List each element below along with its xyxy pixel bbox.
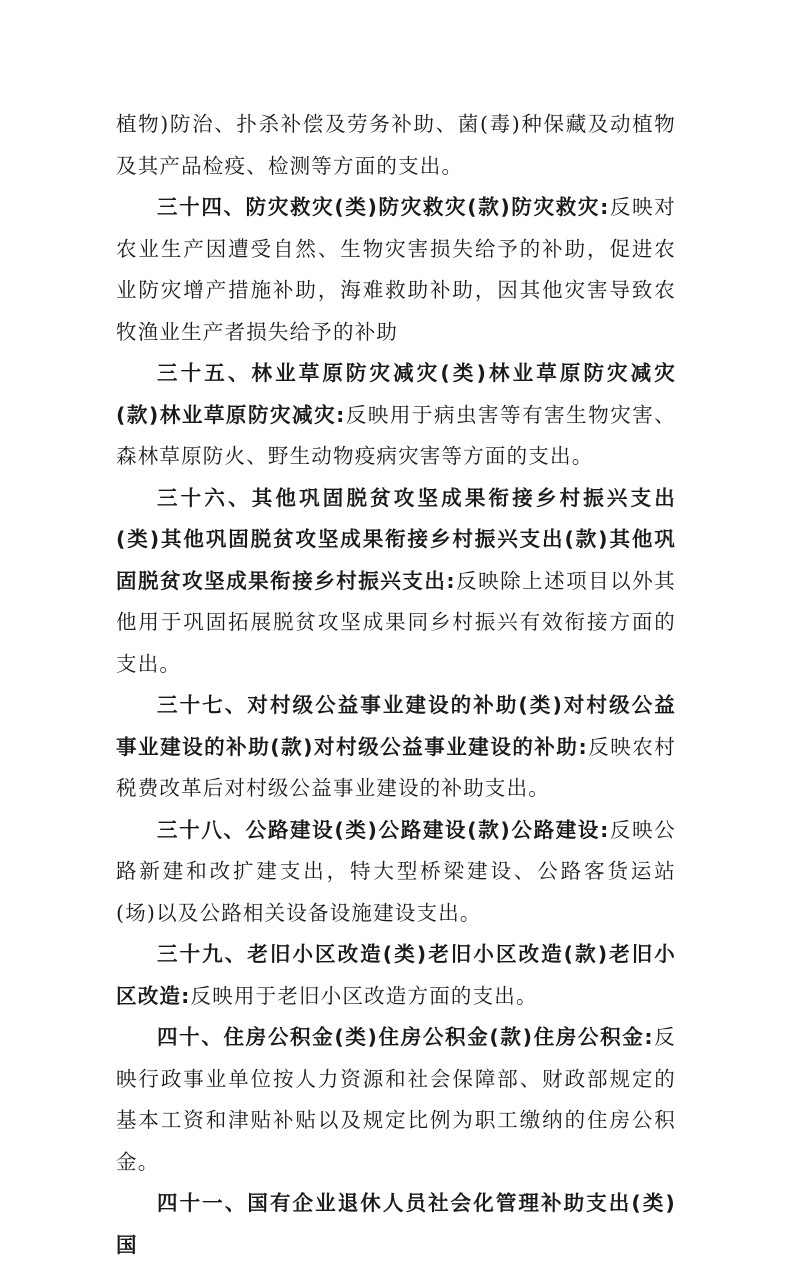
paragraph-40-housing-fund — [116, 1017, 676, 1183]
paragraph-41-retiree-management — [116, 1183, 676, 1266]
paragraph-body: 反映农村税费改革后对村级公益事业建设的补助支出。 — [116, 734, 676, 800]
paragraph-heading: 四十一、国有企业退休人员社会化管理补助支出(类)国 — [116, 1191, 676, 1257]
paragraph-35-forestry-disaster — [116, 353, 676, 478]
paragraph-38-road-construction — [116, 810, 676, 935]
paragraph-body: 反映用于老旧小区改造方面的支出。 — [190, 983, 538, 1008]
paragraph-continuation — [116, 104, 676, 187]
paragraph-heading: 三十四、防灾救灾(类)防灾救灾(款)防灾救灾: — [157, 195, 610, 219]
paragraph-36-rural-revitalization — [116, 478, 676, 686]
paragraph-heading: 三十九、老旧小区改造(类)老旧小区改造(款)老旧小区改造: — [116, 942, 676, 1008]
paragraph-heading: 三十七、对村级公益事业建设的补助(类)对村级公益事业建设的补助(款)对村级公益事业建设的补助: — [116, 693, 676, 759]
paragraph-heading: 四十、住房公积金(类)住房公积金(款)住房公积金: — [157, 1025, 654, 1049]
paragraph-heading: 三十五、林业草原防灾减灾(类)林业草原防灾减灾(款)林业草原防灾减灾: — [116, 361, 676, 427]
paragraph-body: 反映公路新建和改扩建支出，特大型桥梁建设、公路客货运站(场)以及公路相关设备设施建设支出。 — [116, 817, 676, 925]
paragraph-39-old-community — [116, 934, 676, 1017]
paragraph-heading: 三十六、其他巩固脱贫攻坚成果衔接乡村振兴支出(类)其他巩固脱贫攻坚成果衔接乡村振兴支出(款)其他巩固脱贫攻坚成果衔接乡村振兴支出: — [116, 485, 676, 593]
paragraph-body: 植物)防治、扑杀补偿及劳务补助、菌(毒)种保藏及动植物及其产品检疫、检测等方面的支出。 — [116, 112, 676, 178]
paragraph-body: 反映对农业生产因遭受自然、生物灾害损失给予的补助，促进农业防灾增产措施补助，海难救助补助，因其他灾害导致农牧渔业生产者损失给予的补助 — [116, 195, 676, 344]
paragraph-body: 反映行政事业单位按人力资源和社会保障部、财政部规定的基本工资和津贴补贴以及规定比例为职工缴纳的住房公积金。 — [116, 1025, 676, 1174]
paragraph-body: 反映用于病虫害等有害生物灾害、森林草原防火、野生动物疫病灾害等方面的支出。 — [116, 402, 676, 468]
paragraph-34-disaster-relief — [116, 187, 676, 353]
paragraph-body: 反映除上述项目以外其他用于巩固拓展脱贫攻坚成果同乡村振兴有效衔接方面的支出。 — [116, 568, 677, 676]
document-body — [116, 104, 676, 1266]
paragraph-37-village-welfare — [116, 685, 676, 810]
paragraph-heading: 三十八、公路建设(类)公路建设(款)公路建设: — [157, 817, 610, 842]
